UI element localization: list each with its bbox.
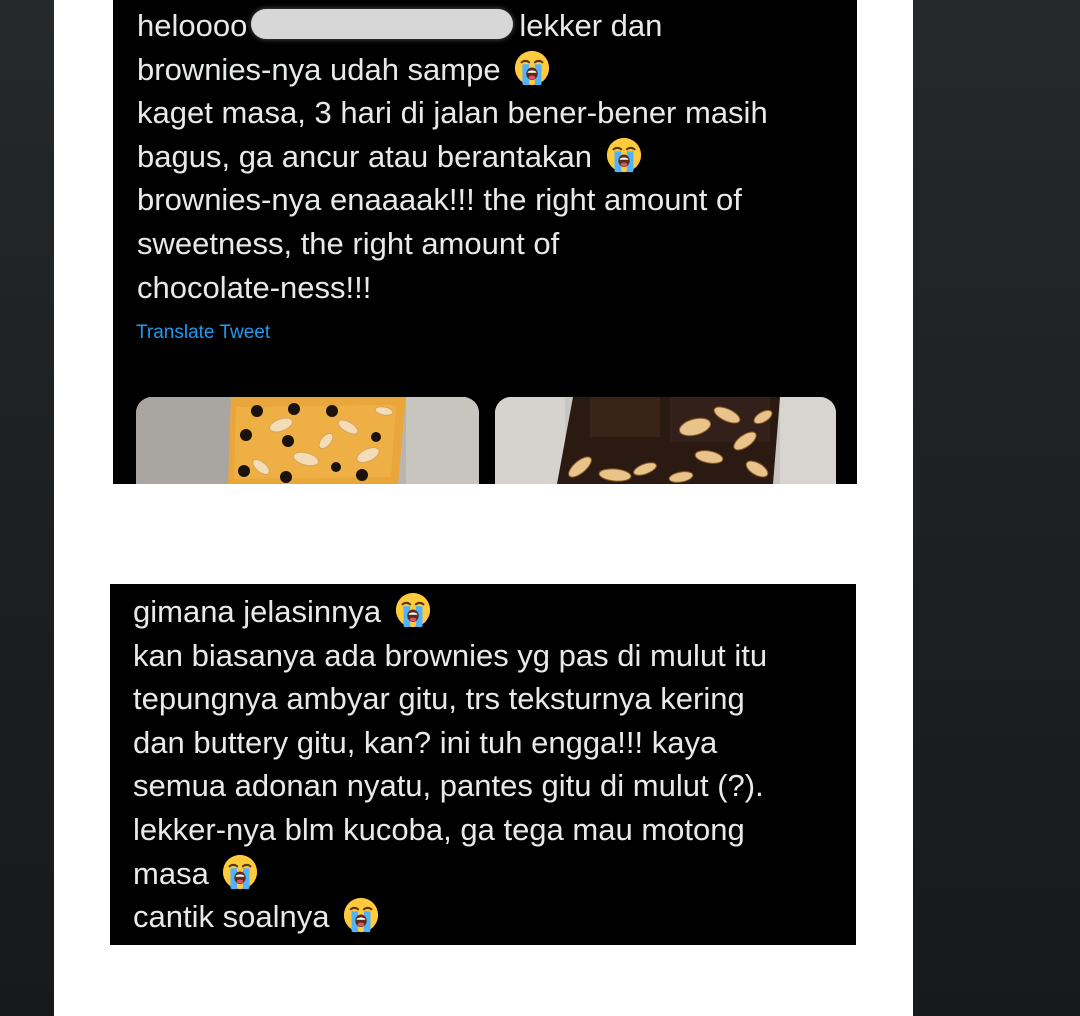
tweet-1-line-3-text: kaget masa, 3 hari di jalan bener-bener masih: [137, 95, 768, 131]
tweet-2-line-4: [133, 721, 848, 765]
loudly-crying-face-icon: [342, 896, 380, 934]
photo-brownie[interactable]: [495, 397, 836, 484]
tweet-2-line-2-text: kan biasanya ada brownies yg pas di mulut itu: [133, 637, 768, 673]
tweet-1-greeting: heloooo: [137, 8, 248, 43]
redacted-name: [251, 9, 513, 39]
tweet-1-line-5: [137, 178, 847, 222]
loudly-crying-face-icon: [394, 591, 432, 629]
tweet-2-line-3-text: tepungnya ambyar gitu, trs teksturnya kering: [133, 681, 745, 717]
tweet-screenshot-2: [110, 584, 856, 945]
tweet-2-line-2: [133, 634, 848, 678]
tweet-2-line-6-text: lekker-nya blm kucoba, ga tega mau motong: [133, 811, 745, 847]
tweet-1-text: [137, 4, 847, 309]
tweet-1-line-1: [137, 4, 847, 48]
right-background: [913, 0, 1080, 1016]
left-background: [0, 0, 54, 1016]
photo-cake[interactable]: [136, 397, 479, 484]
tweet-2-line-1-text: gimana jelasinnya: [133, 594, 382, 629]
tweet-1-line-3: [137, 91, 847, 135]
tweet-screenshot-1: [113, 0, 857, 484]
tweet-1-line-5-text: brownies-nya enaaaak!!! the right amount of: [137, 182, 742, 218]
tweet-1-line-4: [137, 135, 847, 179]
tweet-2-line-3: [133, 677, 848, 721]
loudly-crying-face-icon: [605, 136, 643, 174]
tweet-2-line-6: [133, 808, 848, 852]
brownie-image: [495, 397, 836, 484]
loudly-crying-face-icon: [221, 853, 259, 891]
tweet-1-line-7: [137, 266, 847, 310]
tweet-2-line-8-text: cantik soalnya: [133, 899, 330, 935]
tweet-2-line-8: [133, 895, 848, 939]
tweet-1-line-4-text: bagus, ga ancur atau berantakan: [137, 138, 593, 174]
tweet-2-line-7: [133, 852, 848, 896]
cake-image: [136, 397, 479, 484]
tweet-2-line-7-text: masa: [133, 855, 209, 891]
tweet-1-line-1-end: lekker dan: [519, 8, 663, 43]
tweet-2-line-5-text: semua adonan nyatu, pantes gitu di mulut (?).: [133, 768, 764, 804]
tweet-2-line-4-text: dan buttery gitu, kan? ini tuh engga!!! kaya: [133, 724, 718, 760]
tweet-1-line-7-text: chocolate-ness!!!: [137, 269, 372, 305]
tweet-2-line-1: [133, 590, 848, 634]
tweet-1-line-2-text: brownies-nya udah sampe: [137, 51, 501, 87]
tweet-2-text: [133, 590, 848, 939]
tweet-1-line-6: [137, 222, 847, 266]
tweet-1-line-2: [137, 48, 847, 92]
tweet-1-line-6-text: sweetness, the right amount of: [137, 225, 560, 261]
translate-tweet-link[interactable]: Translate Tweet: [136, 322, 271, 343]
loudly-crying-face-icon: [513, 49, 551, 87]
tweet-2-line-5: [133, 764, 848, 808]
